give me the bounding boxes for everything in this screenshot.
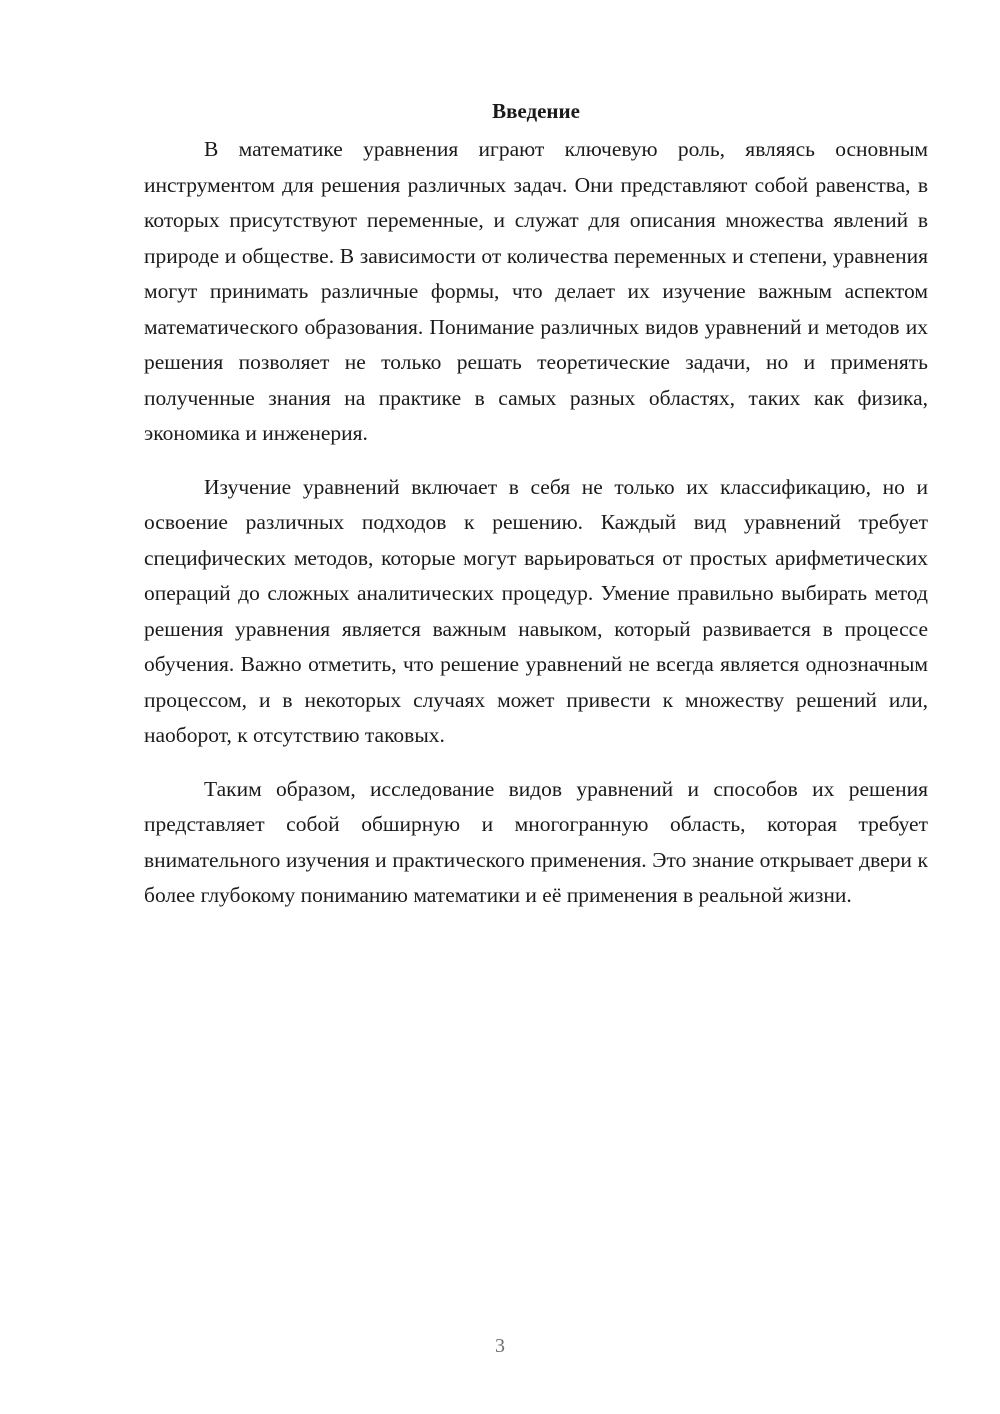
paragraph-3: Таким образом, исследование видов уравнений и способов их решения представляет собой обширную и многогранную область, которая требует внимательного изучения и практического применения. Это знание открывает двери к более глубокому пониманию математики и её применения в реальной жизни. (144, 776, 928, 907)
paragraph-2: Изучение уравнений включает в себя не только их классификацию, но и освоение различных подходов к решению. Каждый вид уравнений требует специфических методов, которые могут варьироваться от простых арифметических операций до сложных аналитических процедур. Умение правильно выбирать метод решения уравнения является важным навыком, который развивается в процессе обучения. Важно отметить, что решение уравнений не всегда является однозначным процессом, и в некоторых случаях может привести к множеству решений или, наоборот, к отсутствию таковых. (144, 474, 928, 747)
paragraph-1: В математике уравнения играют ключевую роль, являясь основным инструментом для решения различных задач. Они представляют собой равенства, в которых присутствуют переменные, и служат для описания множества явлений в природе и обществе. В зависимости от количества переменных и степени, уравнения могут принимать различные формы, что делает их изучение важным аспектом математического образования. Понимание различных видов уравнений и методов их решения позволяет не только решать теоретические задачи, но и применять полученные знания на практике в самых разных областях, таких как физика, экономика и инженерия. (144, 137, 928, 445)
section-title: Введение (492, 99, 580, 123)
page-content (144, 96, 928, 932)
page-number: 3 (495, 1335, 505, 1357)
